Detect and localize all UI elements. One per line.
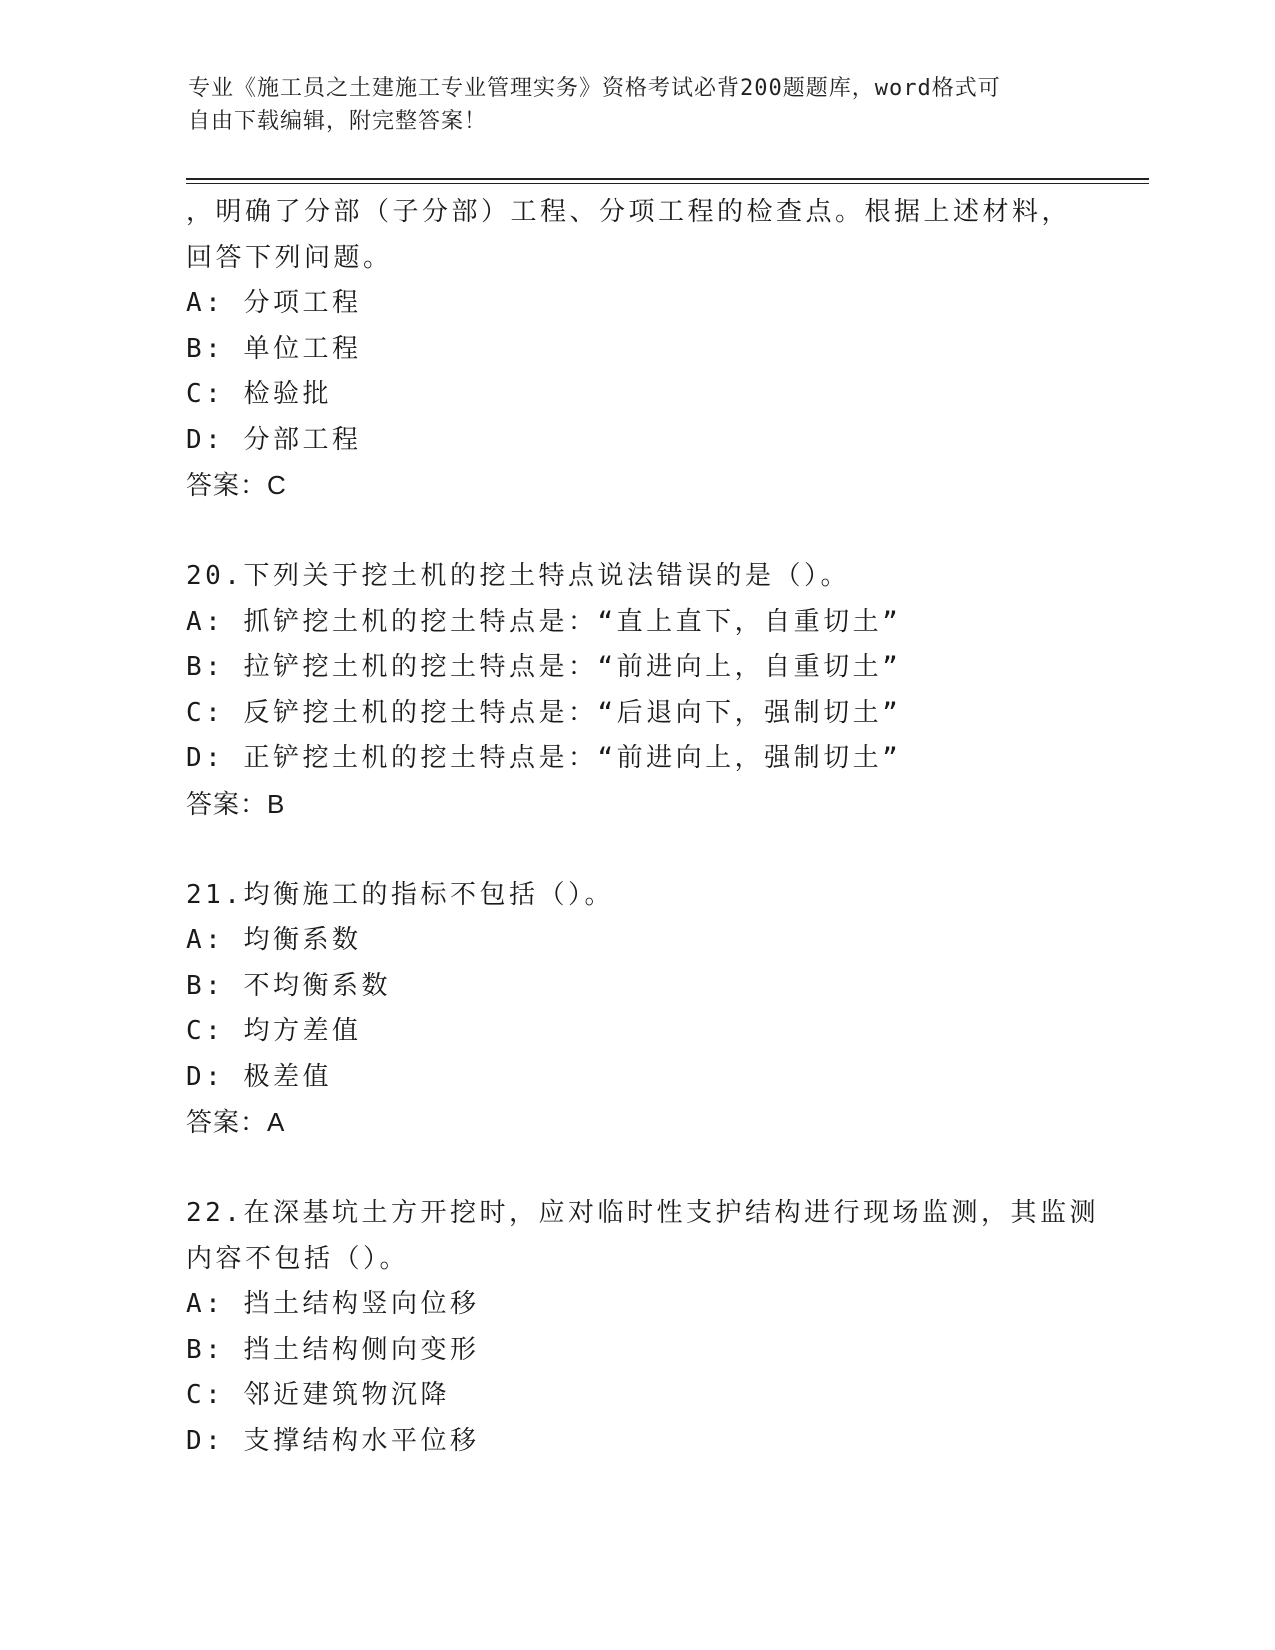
question-stem-line: 22.在深基坑土方开挖时，应对临时性支护结构进行现场监测，其监测 [186,1198,1099,1228]
option-d: D: 分部工程 [186,424,362,455]
question-22 [186,1191,1099,1464]
question-stem-line: 21.均衡施工的指标不包括（）。 [186,879,614,910]
option-b: B: 单位工程 [186,333,362,364]
option-b: B: 挡土结构侧向变形 [186,1334,480,1365]
page-content [186,190,1099,1464]
option-d: D: 正铲挖土机的挖土特点是：“前进向上，强制切土” [186,743,902,773]
option-d: D: 极差值 [186,1061,332,1092]
option-c: C: 邻近建筑物沉降 [186,1380,450,1410]
answer-line: 答案：B [186,788,286,819]
option-a: A: 抓铲挖土机的挖土特点是：“直上直下，自重切土” [186,606,902,637]
spacer [186,1146,1086,1192]
option-c: C: 检验批 [186,379,332,409]
option-b: B: 不均衡系数 [186,970,391,1001]
question-21 [186,873,1086,1146]
option-b: B: 拉铲挖土机的挖土特点是：“前进向上，自重切土” [186,652,902,682]
option-c: C: 均方差值 [186,1016,362,1046]
question-20 [186,554,1086,827]
document-header [188,72,1088,138]
option-a: A: 挡土结构竖向位移 [186,1289,480,1319]
continued-question [186,190,1086,509]
answer-line: 答案：C [186,470,287,500]
question-stem-line: 20.下列关于挖土机的挖土特点说法错误的是（）。 [186,561,850,591]
question-stem-line: 回答下列问题。 [186,242,393,273]
header-title-line-1: 专业《施工员之土建施工专业管理实务》资格考试必背200题题库，word格式可 [188,76,1001,101]
question-stem-line: 内容不包括（）。 [186,1243,410,1274]
option-a: A: 均衡系数 [186,925,362,955]
header-divider-thin [186,183,1149,184]
option-c: C: 反铲挖土机的挖土特点是：“后退向下，强制切土” [186,697,902,728]
option-a: A: 分项工程 [186,288,362,318]
answer-line: 答案：A [186,1107,286,1137]
option-d: D: 支撑结构水平位移 [186,1425,480,1456]
spacer [186,509,1086,555]
spacer [186,827,1086,873]
header-title-line-2: 自由下载编辑，附完整答案！ [188,109,488,134]
question-stem-line: ，明确了分部（子分部）工程、分项工程的检查点。根据上述材料， [186,197,1072,227]
header-divider-thick [186,178,1149,180]
